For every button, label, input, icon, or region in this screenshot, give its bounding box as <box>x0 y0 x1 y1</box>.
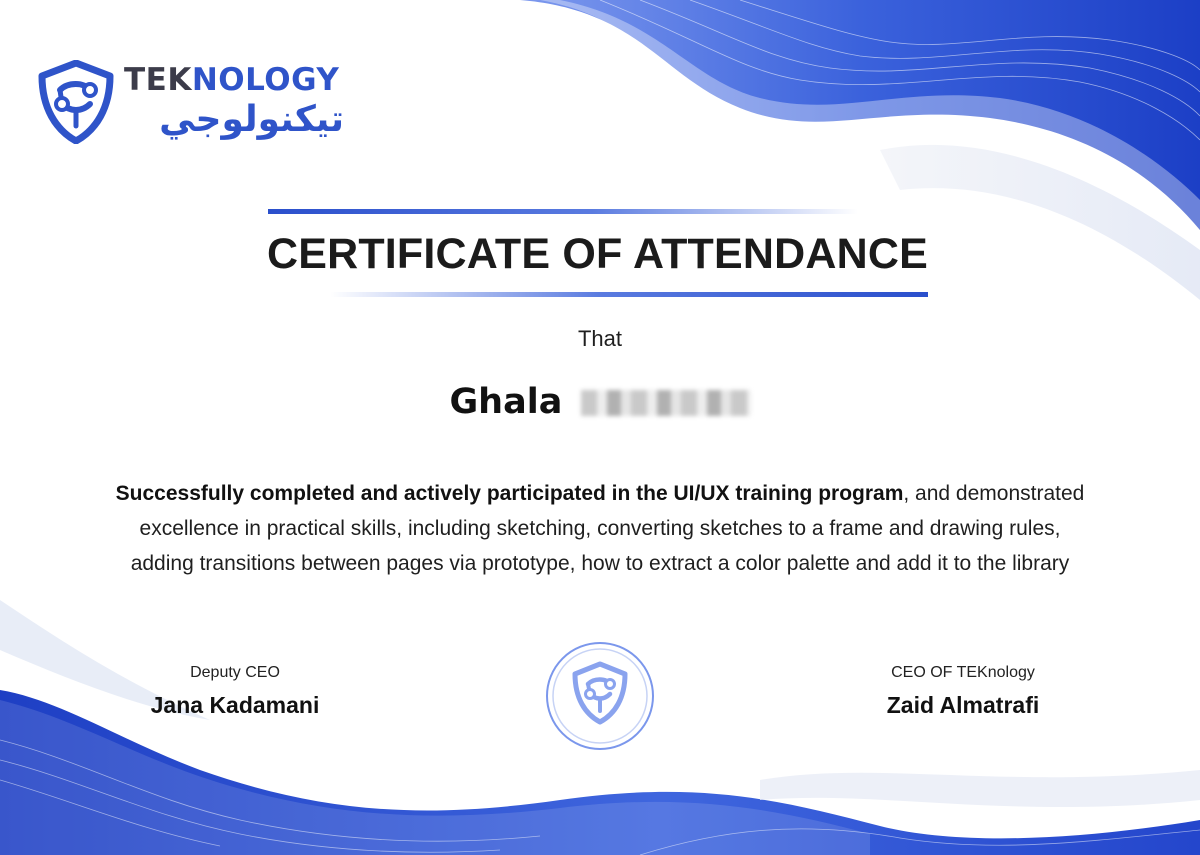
signatory-right-role: CEO OF TEKnology <box>891 664 1035 681</box>
intro-text: That <box>577 326 623 351</box>
redacted-surname <box>581 390 751 416</box>
seal-emblem <box>544 640 656 752</box>
signatory-left <box>110 662 360 720</box>
body-bold-text: Successfully completed and actively participated in the UI/UX training program <box>115 482 904 505</box>
logo-arabic-wordmark: تيكنولوجي <box>159 99 344 140</box>
signatory-left-name: Jana Kadamani <box>150 692 320 718</box>
logo-wordmark <box>124 62 339 98</box>
bottom-right-pale-swoosh <box>760 770 1200 807</box>
bottom-wave-highlight <box>0 700 870 855</box>
body-rest-text: , and demonstrated excellence in practical skills, including sketching, converting sketches to a frame and drawing rules, adding transitions between pages via prototype, how to extract a color palette and add it to the library <box>130 482 1085 575</box>
shield-circuit-icon <box>38 60 114 144</box>
recipient-first-name: Ghala <box>449 382 563 422</box>
certificate-title: CERTIFICATE OF ATTENDANCE <box>266 230 929 278</box>
recipient-name <box>0 380 1200 424</box>
certificate-body <box>110 476 1090 581</box>
logo-wordmark-blue: NOLOGY <box>191 62 340 98</box>
company-logo <box>38 56 358 148</box>
title-rule-top <box>268 209 858 214</box>
logo-wordmark-dark: TEK <box>124 62 192 98</box>
signatory-right <box>838 662 1088 720</box>
signatory-left-role: Deputy CEO <box>190 664 280 681</box>
title-rule-bottom <box>330 292 928 297</box>
signatory-right-name: Zaid Almatrafi <box>886 692 1040 718</box>
